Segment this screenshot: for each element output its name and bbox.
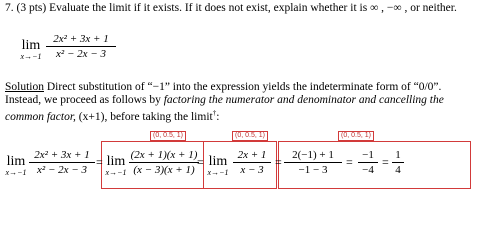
solution-line-1 bbox=[5, 81, 441, 94]
fraction-denominator: x − 3 bbox=[240, 164, 264, 176]
equals-sign: = bbox=[275, 155, 282, 169]
rubric-tag-3: (0, 0.5, 1) bbox=[338, 131, 374, 141]
rubric-tag-2: (0, 0.5, 1) bbox=[232, 131, 268, 141]
equals-sign: = bbox=[96, 155, 103, 169]
fraction-numerator: 2x² + 3x + 1 bbox=[53, 33, 109, 45]
fraction-numerator: 2x + 1 bbox=[237, 149, 267, 161]
solution-line-3 bbox=[5, 107, 219, 124]
solution-text-3b: (x+1), before taking the limit bbox=[75, 110, 213, 123]
limit-word: lim bbox=[208, 154, 228, 169]
limit-subscript: x→−1 bbox=[105, 168, 127, 177]
fraction-denominator: −1 − 3 bbox=[298, 164, 328, 176]
solution-text-3a: common factor, bbox=[5, 110, 76, 123]
step1-limit bbox=[4, 155, 28, 177]
fraction-bar bbox=[46, 46, 116, 47]
step6-fraction bbox=[392, 149, 404, 176]
solution-text-1: Direct substitution of “−1” into the expression yields the indeterminate form of “0/0”. bbox=[46, 81, 442, 93]
step2-fraction bbox=[129, 149, 199, 176]
fraction-bar bbox=[233, 162, 271, 163]
fraction-denominator: (x − 3)(x + 1) bbox=[133, 164, 195, 176]
problem-statement bbox=[5, 2, 457, 15]
step3-fraction bbox=[233, 149, 271, 176]
fraction-numerator: (2x + 1)(x + 1) bbox=[130, 149, 198, 161]
fraction-denominator: x² − 2x − 3 bbox=[37, 164, 87, 176]
solution-label: Solution bbox=[5, 81, 44, 93]
limit-word: lim bbox=[106, 154, 126, 169]
solution-text-2a: Instead, we proceed as follows by bbox=[5, 94, 164, 106]
solution-text-2b: factoring the numerator and denominator and cancelling the bbox=[163, 94, 444, 106]
solution-text-3d: : bbox=[216, 110, 220, 123]
equals-sign: = bbox=[346, 155, 353, 169]
fraction-denominator: 4 bbox=[395, 164, 401, 176]
fraction-numerator: −1 bbox=[362, 149, 374, 161]
problem-limit bbox=[19, 39, 43, 61]
fraction-bar bbox=[129, 162, 199, 163]
fraction-numerator: 1 bbox=[395, 149, 401, 161]
fraction-denominator: −4 bbox=[362, 164, 374, 176]
limit-subscript: x→−1 bbox=[5, 168, 27, 177]
limit-word: lim bbox=[6, 154, 26, 169]
fraction-bar bbox=[358, 162, 378, 163]
limit-subscript: x→−1 bbox=[20, 52, 42, 61]
step2-limit bbox=[104, 155, 128, 177]
fraction-bar bbox=[29, 162, 95, 163]
problem-text: Evaluate the limit if it exists. If it does not exist, explain whether it is ∞ , −∞ , or neither. bbox=[49, 2, 457, 14]
footnote-mark: † bbox=[212, 109, 217, 117]
fraction-bar bbox=[284, 162, 342, 163]
equals-sign: = bbox=[382, 155, 389, 169]
fraction-bar bbox=[392, 162, 404, 163]
step5-fraction bbox=[358, 149, 378, 176]
limit-subscript: x→−1 bbox=[207, 168, 229, 177]
rubric-tag-1: (0, 0.5, 1) bbox=[150, 131, 186, 141]
fraction-numerator: 2x² + 3x + 1 bbox=[34, 149, 90, 161]
fraction-denominator: x² − 2x − 3 bbox=[56, 48, 106, 60]
equals-sign: = bbox=[197, 155, 204, 169]
step3-limit bbox=[206, 155, 230, 177]
problem-number: 7. bbox=[5, 2, 14, 14]
step1-fraction bbox=[29, 149, 95, 176]
fraction-numerator: 2(−1) + 1 bbox=[292, 149, 334, 161]
limit-word: lim bbox=[21, 38, 41, 53]
solution-line-2 bbox=[5, 94, 444, 107]
step4-fraction bbox=[284, 149, 342, 176]
problem-fraction bbox=[46, 33, 116, 60]
problem-points: (3 pts) bbox=[16, 2, 47, 14]
